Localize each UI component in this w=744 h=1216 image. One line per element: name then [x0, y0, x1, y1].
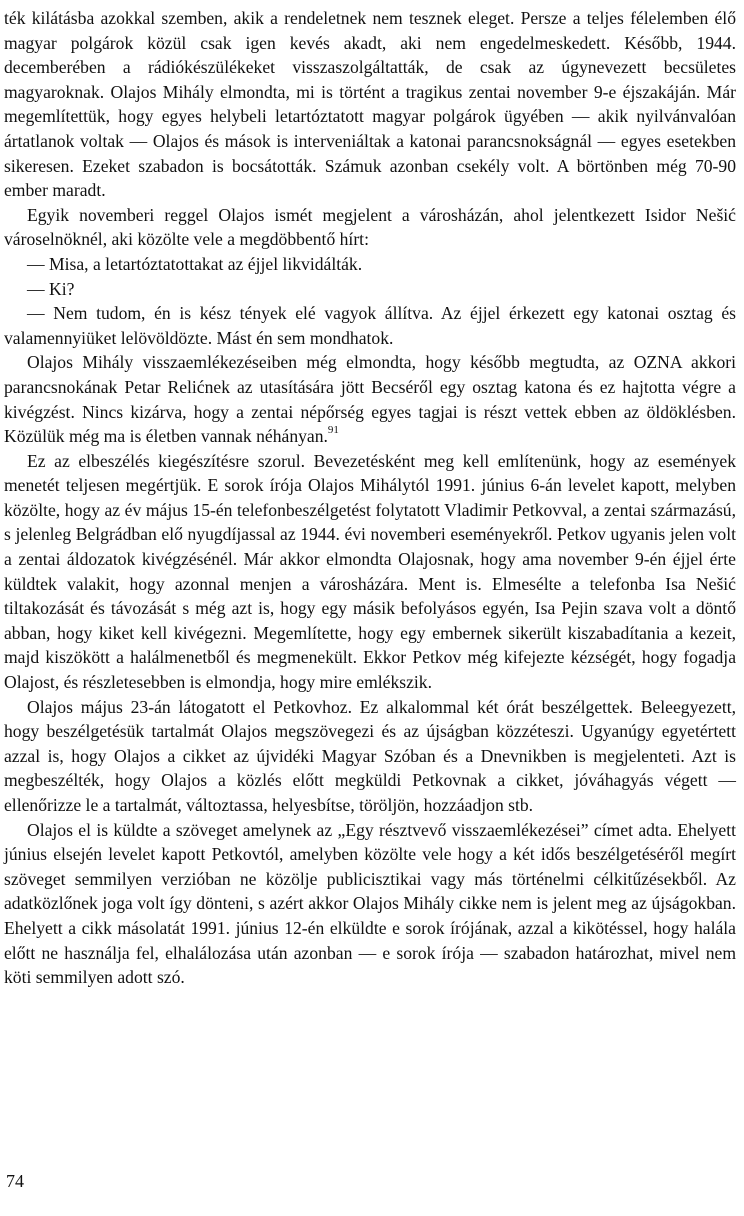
- paragraph: Olajos el is küldte a szöveget amelynek az „Egy résztvevő visszaemlékezései” címet adta. Ehelyett június elsején levelet kapott Petkovtól, amelyben közölte vele hogy a két idős beszélgetéséről megírt szöveget semmilyen verzióban ne közölje publicisztikai vagy más történelmi célkitűzésekből. Az adatközlőnek joga volt így dönteni, s azért akkor Olajos Mihály cikke nem is jelent meg az újságokban. Ehelyett a cikk másolatát 1991. június 12-én elküldte e sorok írójának, azzal a kikötéssel, hogy halála előtt ne használja fel, elhalálozása után azonban — e sorok írója — szabadon határozhat, mivel nem köti semmilyen adott szó.: [4, 819, 736, 988]
- paragraph: Ez az elbeszélés kiegészítésre szorul. Bevezetésként meg kell említenünk, hogy az események menetét teljesen megértjük. E sorok írója Olajos Mihálytól 1991. június 6-án levelet kapott, melyben közölte, hogy az év május 15-én telefonbeszélgetést folytatott Vladimir Petkovval, a zentai származású, s jelenleg Belgrádban elő nyugdíjassal az 1944. évi novemberi eseményekről. Petkov ugyanis jelen volt a zentai áldozatok kivégzésénél. Már akkor elmondta Olajosnak, hogy ama november 9-én éjjel érte küldtek valakit, hogy azonnal menjen a városházára. Ment is. Elmesélte a telefonba Isa Nešić tiltakozását és távozását s még azt is, hogy egy másik befolyásos egyén, Isa Pejin szava volt a döntő abban, hogy kiket kell kivégezni. Megemlítette, hogy egy embernek sikerült kiszabadítania a kezeit, majd kiszökött a halálmenetből és megmenekült. Ekkor Petkov még kifejezte kézségét, hogy fogadja Olajost, és részletesebben is elmondja, hogy mire emlékszik.: [4, 450, 736, 693]
- dialogue-line: — Ki?: [27, 278, 75, 299]
- paragraph-text: Olajos Mihály visszaemlékezéseiben még elmondta, hogy később megtudta, az OZNA akkori parancsnokának Petar Relićnek az utasítására jött Becséről egy osztag katona és ez hajtotta végre a kivégzést. Nincs kizárva, hogy a zentai népőrség egyes tagjai is részt vettek ebben az öldöklésben. Közülük még ma is életben vannak néhányan.: [4, 352, 736, 447]
- dialogue-line: — Misa, a letartóztatottakat az éjjel likvidálták.: [27, 253, 363, 274]
- footnote-reference: 91: [327, 424, 339, 437]
- paragraph-with-footnote: [4, 350, 736, 448]
- page-number: 74: [6, 1171, 24, 1191]
- paragraph: Egyik novemberi reggel Olajos ismét megjelent a városházán, ahol jelentkezett Isidor Nešić városelnöknél, aki közölte vele a megdöbbentő hírt:: [4, 204, 736, 250]
- paragraph-continued: ték kilátásba azokkal szemben, akik a rendeletnek nem tesznek eleget. Persze a teljes félelemben élő magyar polgárok közül csak igen kevés akadt, aki nem engedelmeskedett. Később, 1944. decemberében a rádiókészülékeket visszaszolgáltatták, de csak az úgynevezett becsületes magyaroknak. Olajos Mihály elmondta, mi is történt a tragikus zentai november 9-e éjszakáján. Már megemlítettük, hogy egyes helybeli letartóztatott magyar polgárok ügyében — akik nyilvánvalóan ártatlanok voltak — Olajos és mások is interveniáltak a katonai parancsnokságnál — egyes esetekben sikeresen. Ezeket szabadon is bocsátották. Számuk azonban csekély volt. A börtönben még 70-90 ember maradt.: [4, 8, 736, 201]
- body-text: [4, 6, 736, 990]
- dialogue-line: — Nem tudom, én is kész tények elé vagyok állítva. Az éjjel érkezett egy katonai osztag és valamennyiüket lelövöldözte. Mást én sem mondhatok.: [4, 303, 736, 348]
- paragraph: Olajos május 23-án látogatott el Petkovhoz. Ez alkalommal két órát beszélgettek. Beleegyezett, hogy beszélgetésük tartalmát Olajos megszövegezi és az újságban közzéteszi. Ugyanúgy egyetértett azzal is, hogy Olajos a cikket az újvidéki Magyar Szóban és a Dnevnikben is megjelenteti. Azt is megbeszélték, hogy Olajos a közlés előtt megküldi Petkovnak a cikket, jóváhagyás végett — ellenőrizze le a tartalmát, változtassa, helyesbítse, töröljön, hozzáadjon stb.: [4, 696, 736, 815]
